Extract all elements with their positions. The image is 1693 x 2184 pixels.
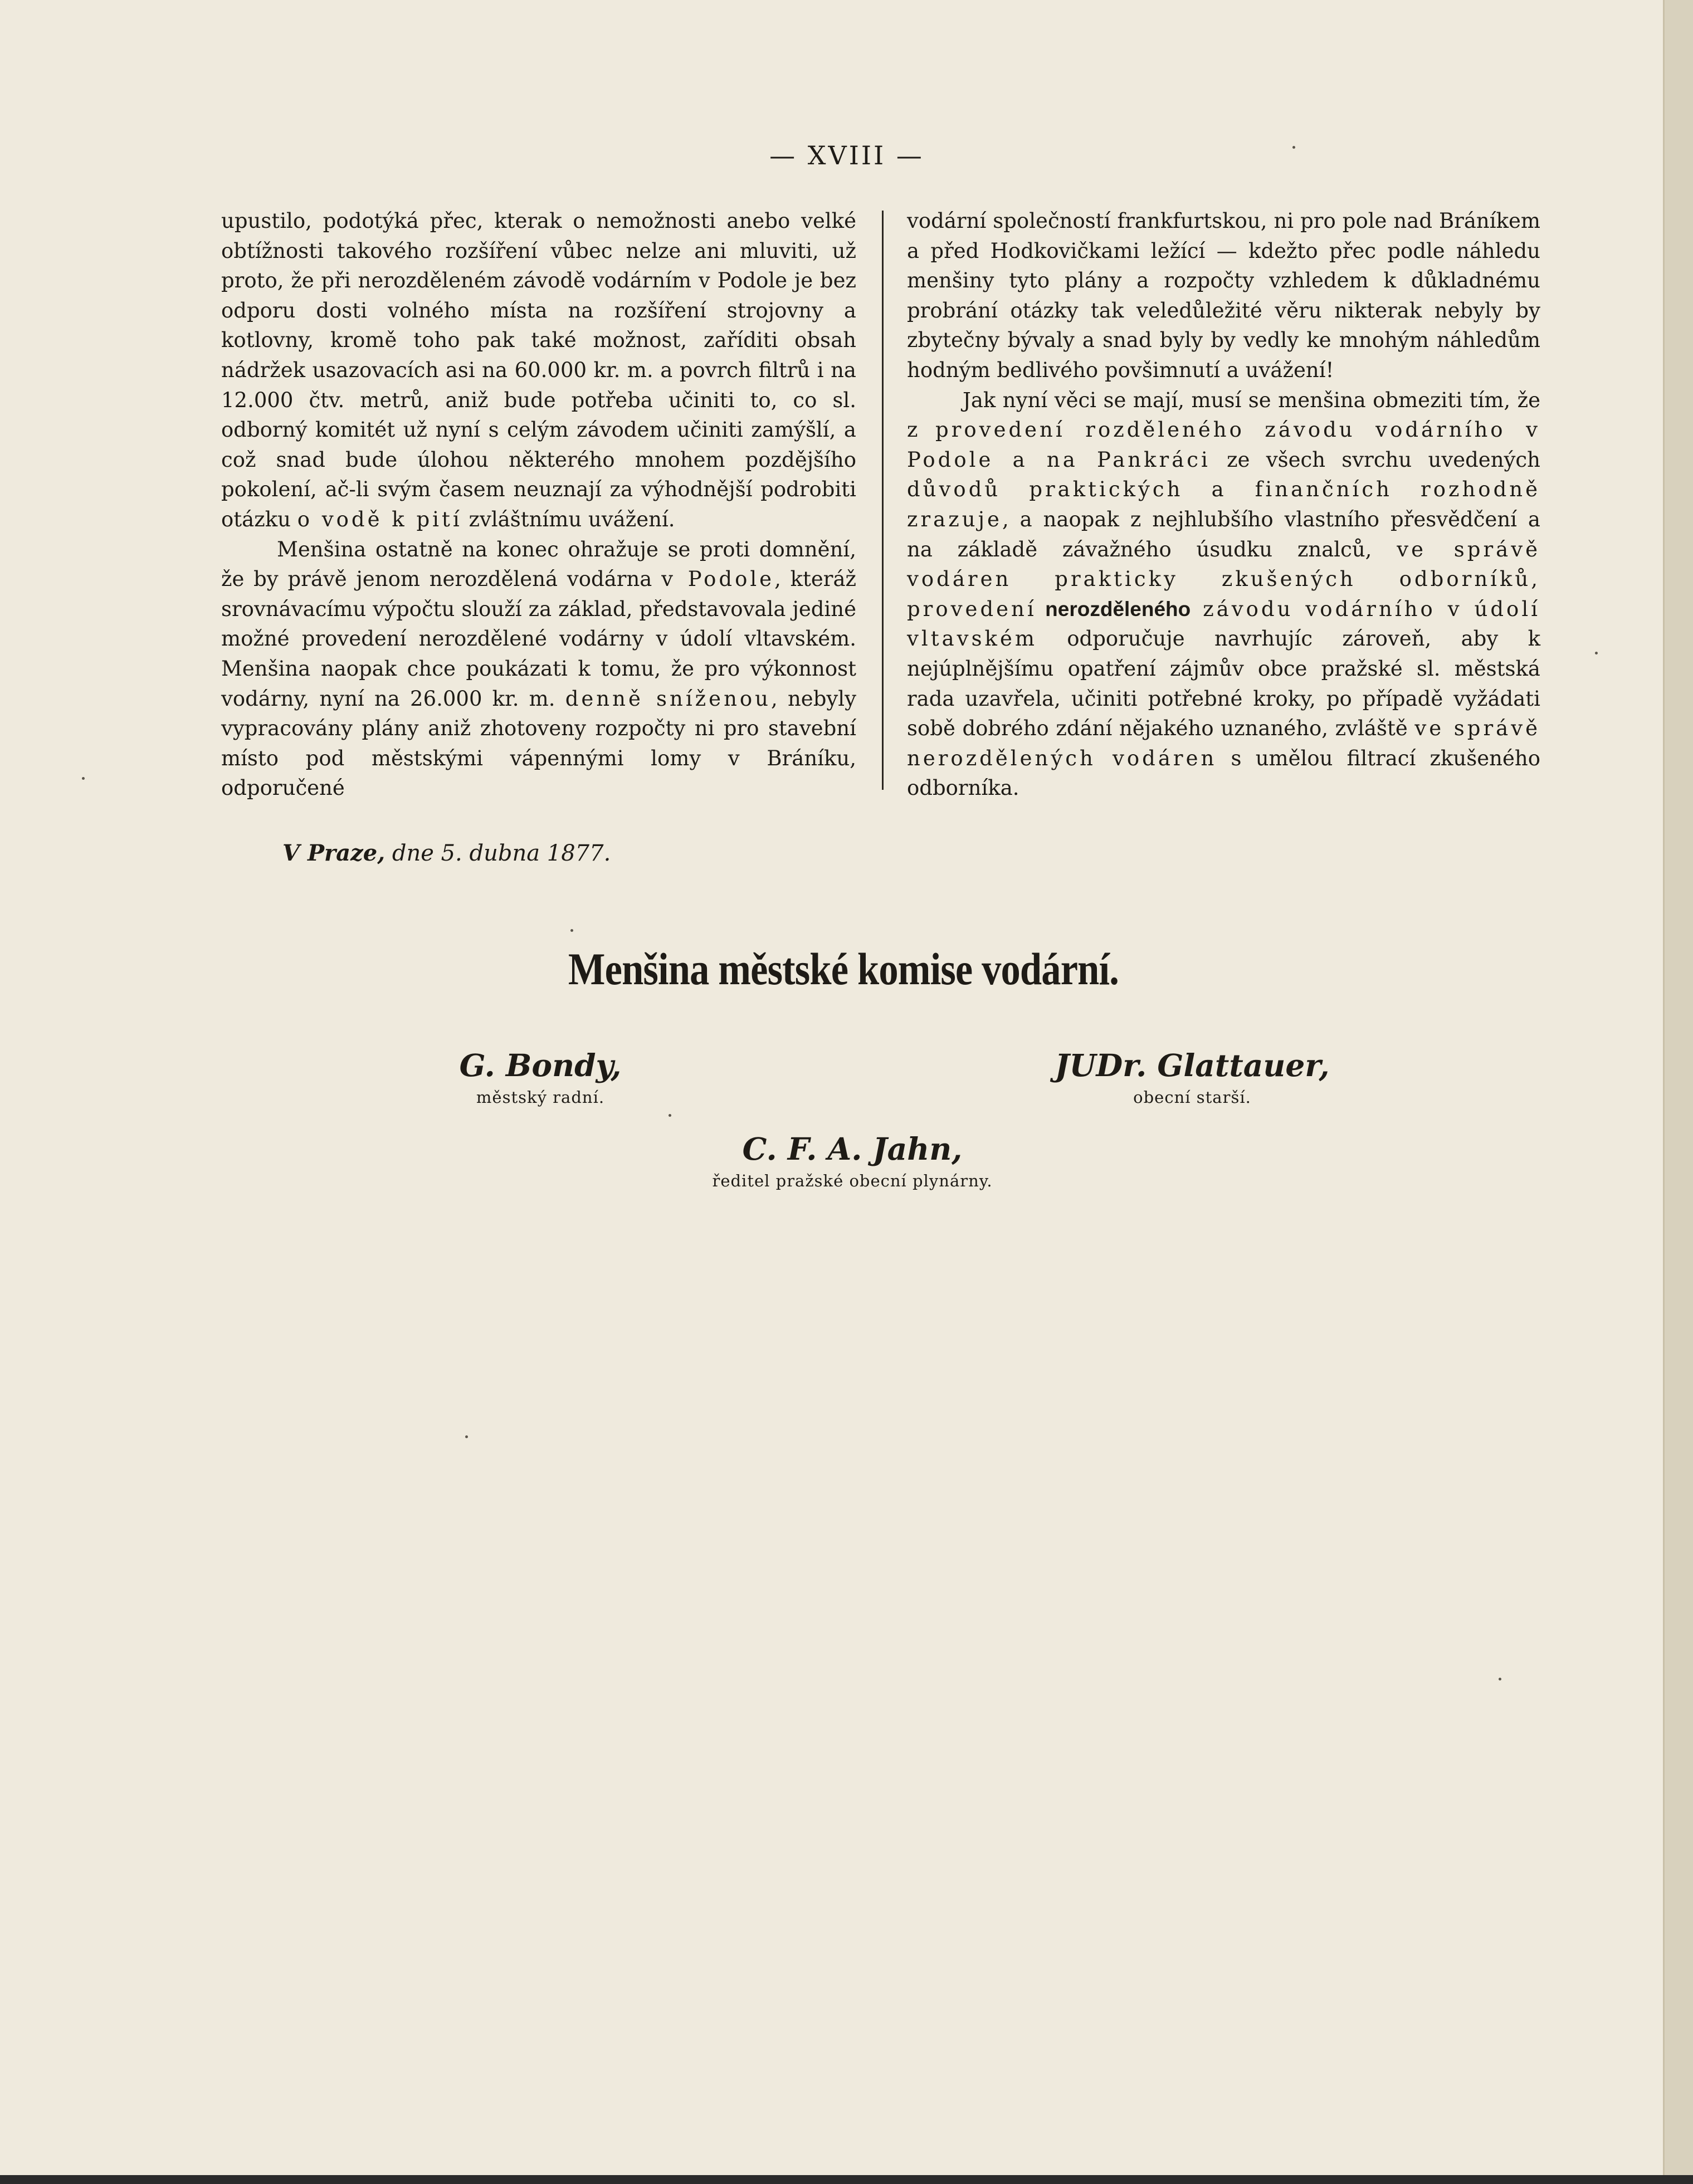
signatory-role: městský radní. xyxy=(476,1088,605,1107)
dateline-place: V Praze, xyxy=(282,840,386,866)
print-speck xyxy=(669,1114,671,1117)
signatory-name: JUDr. Glattauer, xyxy=(1055,1047,1330,1083)
print-speck xyxy=(1499,1678,1501,1680)
spaced-emphasis: ve správě vodáren prakticky zkušených odborníků, provedení xyxy=(907,537,1541,621)
text-run: , a naopak z nejhlubšího vlastního přesvědčení a na základě závažného úsudku znalců, xyxy=(907,507,1540,561)
text-run: s umělou filtrací zkušeného odborníka. xyxy=(907,746,1540,800)
page-number: — XVIII — xyxy=(769,140,924,170)
signatory-role: ředitel pražské obecní plynárny. xyxy=(712,1171,993,1190)
text-run: , nebyly vypracovány plány aniž zhotoveny rozpočty ni pro stavební místo pod městskými vápennými lomy v Bráníku, odporučené xyxy=(221,686,857,800)
right-column xyxy=(907,206,1540,803)
print-speck xyxy=(1595,652,1598,654)
left-column xyxy=(221,206,856,803)
print-speck xyxy=(570,929,573,932)
signatory-jahn xyxy=(663,1131,1042,1190)
left-paragraph-1 xyxy=(221,206,856,535)
closing-heading: Menšina městské komise vodární. xyxy=(568,944,1119,994)
spaced-emphasis: denně sníženou xyxy=(565,686,772,711)
spaced-emphasis: ve správě nerozdělených vodáren xyxy=(907,716,1540,770)
text-run: , kteráž srovnávacímu výpočtu slouží za základ, představovala jediné možné provedení nerozdělené vodárny v údolí vltavském. Menšina naopak chce poukázati k tomu, že pro výkonnost vodárny, nyní na 26.000 kr. m. xyxy=(221,567,857,711)
page-right-edge xyxy=(1663,0,1693,2184)
signatory-name: C. F. A. Jahn, xyxy=(742,1131,963,1167)
dateline-date: dne 5. dubna 1877. xyxy=(385,841,611,866)
print-speck xyxy=(82,777,85,780)
column-divider xyxy=(882,211,884,790)
spaced-emphasis: provedení rozděleného závodu vodárního v Podole a na Pankráci xyxy=(907,418,1540,472)
text-run: upustilo, podotýká přec, kterak o nemožnosti anebo velké obtížnosti takového rozšíření vůbec nelze ani mluviti, už proto, že při nerozděleném závodě vodárním v Podole je bez odporu dosti volného místa na rozšíření strojovny a kotlovny, kromě toho pak také možnost, zaříditi obsah nádržek usazovacích asi na 60.000 kr. m. a povrch filtrů i na 12.000 čtv. metrů, aniž bude potřeba učiniti to, co sl. odborný komitét už nyní s celým závodem učiniti zamýšlí, a což snad bude úlohou některého mnohem pozdějšího pokolení, ač-li svým časem neuznají za výhodnější podrobiti otázku xyxy=(221,209,856,531)
signatory-name: G. Bondy, xyxy=(459,1047,622,1083)
spaced-emphasis: o vodě k pití xyxy=(297,507,462,531)
text-run: ze všech svrchu uvedených xyxy=(1210,447,1540,472)
text-run: Menšina ostatně na konec ohražuje se proti domnění, že by právě jenom nerozdělená vodárna xyxy=(221,537,856,592)
spaced-emphasis: závodu vodárního v údolí vltavském xyxy=(907,597,1540,651)
print-speck xyxy=(1292,146,1295,149)
bold-emphasis: nerozděleného xyxy=(1036,597,1191,620)
print-speck xyxy=(465,1435,468,1438)
signatory-glattauer xyxy=(1036,1047,1348,1107)
spaced-emphasis: důvodů praktických a finančních rozhodně zrazuje xyxy=(907,477,1540,531)
right-paragraph-2 xyxy=(907,385,1540,803)
scan-bottom-border xyxy=(0,2175,1693,2184)
text-run: Jak nyní věci se mají, musí se menšina obmeziti tím, že z xyxy=(907,388,1540,442)
signatory-role: obecní starší. xyxy=(1133,1088,1251,1107)
spaced-emphasis: v Podole xyxy=(661,567,775,592)
text-run: odporučuje navrhujíc zároveň, aby k nejúplnějšímu opatření zájmův obce pražské sl. městská rada uzavřela, učiniti potřebné kroky, po případě vyžádati sobě dobrého zdání nějakého uznaného, zvláště xyxy=(907,627,1540,741)
left-paragraph-2 xyxy=(221,535,856,803)
right-paragraph-1: vodární společností frankfurtskou, ni pro pole nad Bráníkem a před Hodkovičkami ležící — kdežto přec podle náhledu menšiny tyto plány a rozpočty vzhledem k důkladnému probrání otázky tak veledůležité věru nikterak nebyly by zbytečny bývaly a snad byly by vedly ke mnohým náhledům hodným bedlivého povšimnutí a uvážení! xyxy=(907,209,1540,382)
text-run: zvláštnímu uvážení. xyxy=(462,507,675,531)
signatory-bondy xyxy=(390,1047,691,1107)
dateline xyxy=(282,840,611,866)
